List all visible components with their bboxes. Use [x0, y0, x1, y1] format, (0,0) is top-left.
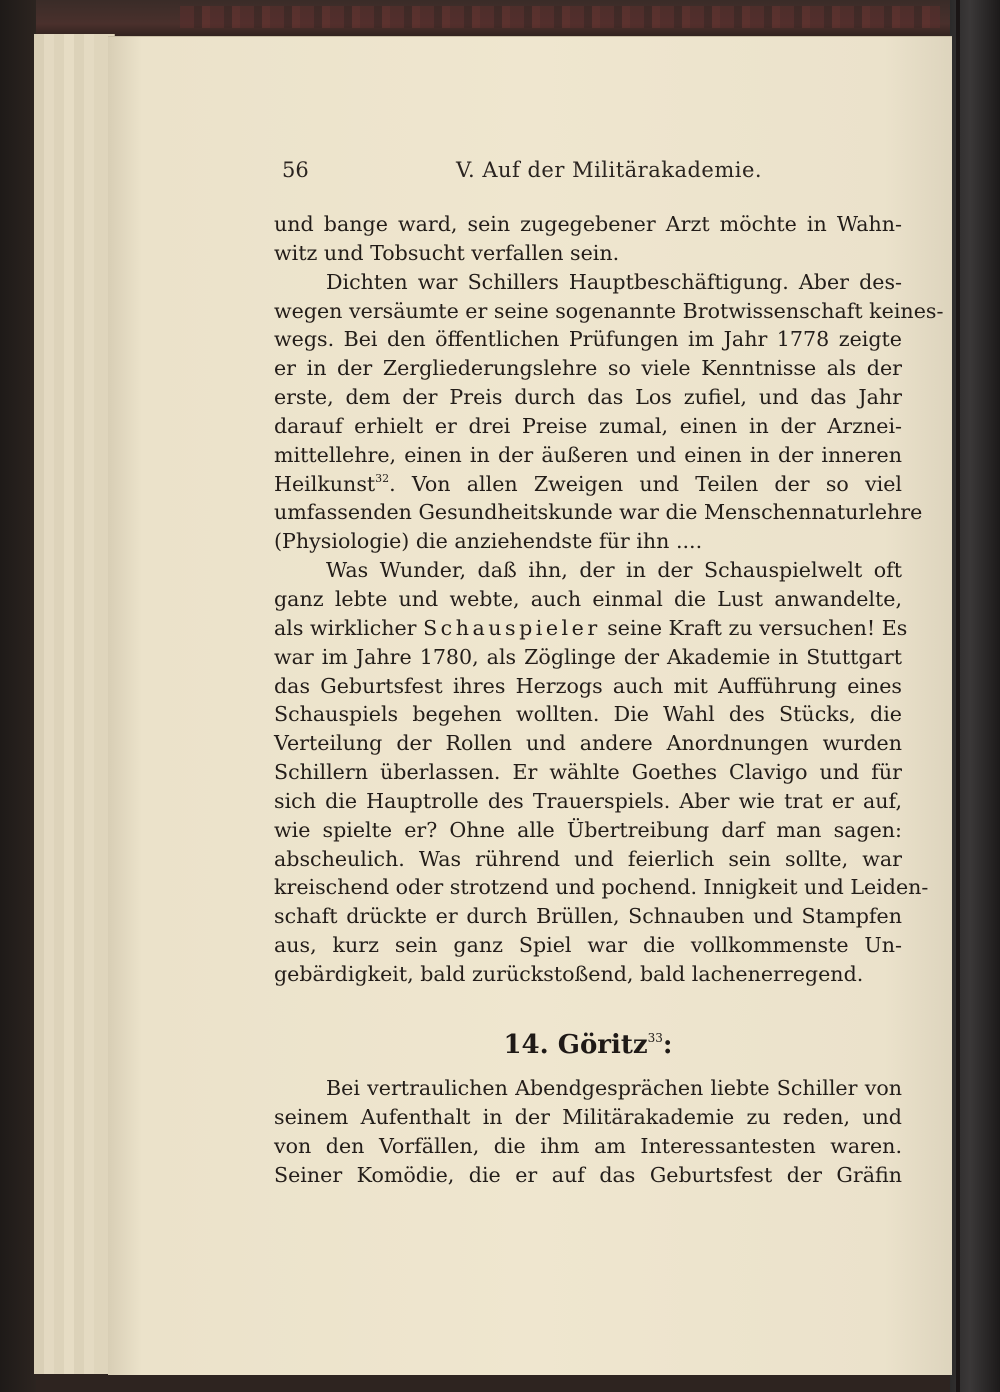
book-cover-top — [0, 0, 1000, 40]
text-line — [274, 614, 908, 643]
body-text — [274, 210, 944, 989]
text-line: Verteilung der Rollen und andere Anordnungen wurden — [274, 731, 902, 756]
text-line: Bei vertraulichen Abendgesprächen liebte Schiller von — [326, 1076, 902, 1100]
footnote-ref: 33 — [647, 1031, 663, 1045]
book-cover-left — [0, 0, 36, 1392]
footnote-ref: 32 — [375, 471, 390, 485]
text-line: wie spielte er? Ohne alle Übertreibung darf man sagen: — [274, 817, 902, 842]
page-number: 56 — [282, 158, 309, 182]
text-line — [274, 470, 902, 499]
paragraph — [274, 268, 944, 556]
text-line: abscheulich. Was rührend und feierlich sein sollte, war — [274, 846, 902, 871]
section-text — [274, 1074, 902, 1189]
text-line: das Geburtsfest ihres Herzogs auch mit Aufführung eines — [274, 673, 902, 698]
text-line: (Physiologie) die anziehendste für ihn .... — [274, 529, 703, 554]
line-fragment: als wirklicher — [274, 615, 424, 640]
emphasized-word: Schauspieler — [423, 615, 601, 640]
page-header — [282, 158, 902, 188]
text-line: wegs. Bei den öffentlichen Prüfungen im Jahr 1778 zeigte — [274, 327, 902, 352]
text-line: gebärdigkeit, bald zurückstoßend, bald lachenerregend. — [274, 961, 864, 986]
text-line: Schauspiels begehen wollten. Die Wahl des Stücks, die — [274, 702, 902, 727]
text-line: Schillern überlassen. Er wählte Goethes Clavigo und für — [274, 760, 902, 785]
text-line: Was Wunder, daß ihn, der in der Schauspielwelt oft — [326, 558, 902, 583]
text-line: war im Jahre 1780, als Zöglinge der Akademie in Stuttgart — [274, 644, 902, 669]
paragraph — [274, 210, 902, 268]
line-fragment: seine Kraft zu versuchen! Es — [600, 615, 908, 640]
text-line: umfassenden Gesundheitskunde war die Menschennaturlehre — [274, 500, 923, 525]
text-line: Seiner Komödie, die er auf das Geburtsfest der Gräfin — [274, 1162, 902, 1187]
text-line: mittellehre, einen in der äußeren und einen in der inneren — [274, 442, 902, 467]
text-line: er in der Zergliederungslehre so viele Kenntnisse als der — [274, 356, 902, 381]
section-heading — [274, 1030, 902, 1060]
section-title-suffix: : — [662, 1030, 673, 1060]
text-line: sich die Hauptrolle des Trauerspiels. Aber wie trat er auf, — [274, 788, 902, 813]
text-line: und bange ward, sein zugegebener Arzt möchte in Wahn- — [274, 212, 902, 236]
text-line: kreischend oder strotzend und pochend. Innigkeit und Leiden- — [274, 875, 929, 900]
text-line: witz und Tobsucht verfallen sein. — [274, 240, 620, 265]
text-line: ganz lebte und webte, auch einmal die Lust anwandelte, — [274, 586, 902, 611]
line-fragment: . Von allen Zweigen und Teilen der so viel — [389, 471, 902, 496]
running-head: V. Auf der Militärakademie. — [456, 158, 763, 182]
text-line: schaft drückte er durch Brüllen, Schnauben und Stampfen — [274, 904, 902, 929]
text-line: aus, kurz sein ganz Spiel war die vollkommenste Un- — [274, 933, 902, 958]
text-line: von den Vorfällen, die ihm am Interessantesten waren. — [274, 1133, 902, 1158]
book-cover-right — [950, 0, 1000, 1392]
paragraph — [274, 1074, 902, 1189]
text-line: darauf erhielt er drei Preise zumal, einen in der Arznei- — [274, 413, 902, 438]
line-fragment: Heilkunst — [274, 471, 376, 496]
text-line: Dichten war Schillers Hauptbeschäftigung. Aber des- — [326, 269, 902, 294]
section-title: 14. Göritz — [503, 1030, 648, 1060]
paragraph — [274, 556, 929, 989]
text-line: seinem Aufenthalt in der Militärakademie zu reden, und — [274, 1104, 902, 1129]
text-line: erste, dem der Preis durch das Los zufiel, und das Jahr — [274, 385, 902, 410]
text-line: wegen versäumte er seine sogenannte Brotwissenschaft keines- — [274, 298, 944, 323]
